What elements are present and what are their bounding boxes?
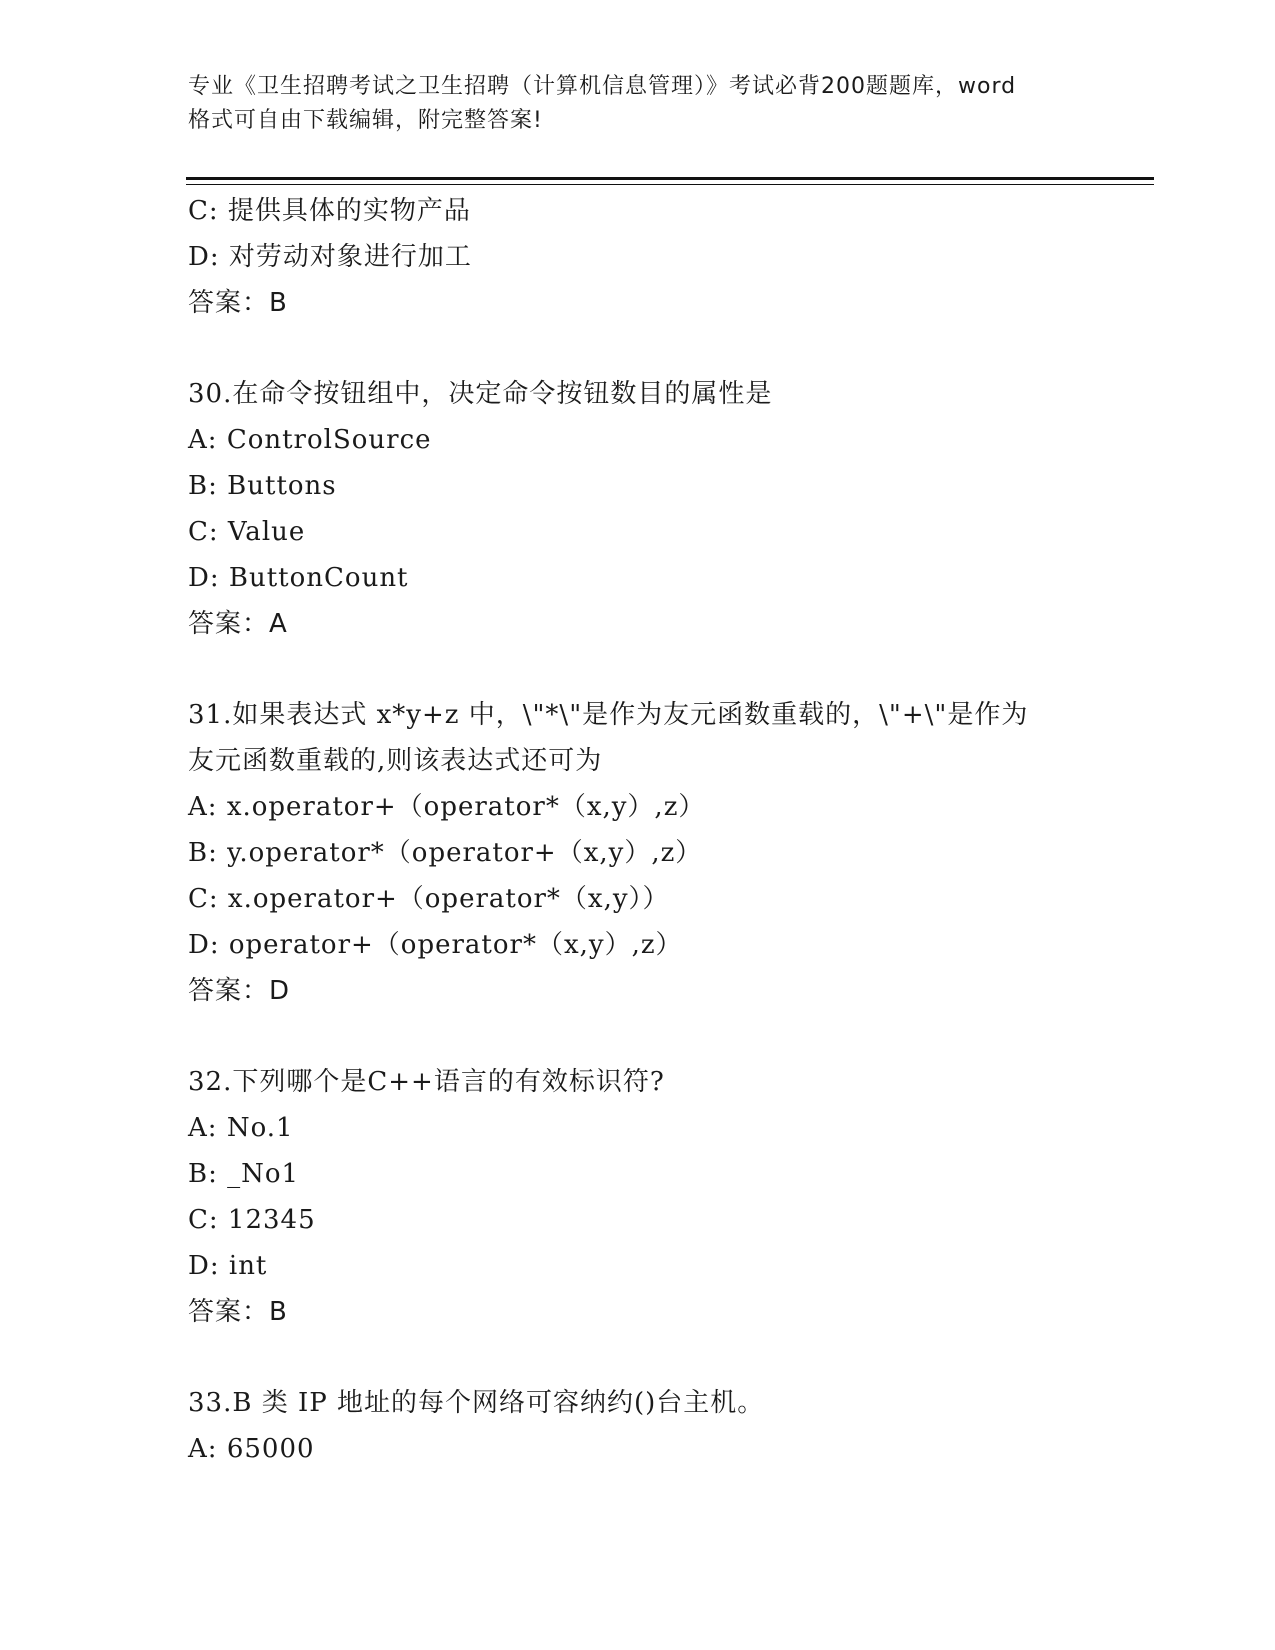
question-stem: 32.下列哪个是C++语言的有效标识符?: [188, 1067, 665, 1097]
document-header: [188, 70, 1088, 138]
header-divider-thick: [186, 177, 1154, 180]
option-c: C: Value: [188, 517, 306, 547]
question-list: [188, 188, 1088, 1472]
answer-line: 答案：B: [188, 1297, 288, 1327]
option-b: B: y.operator*（operator+（x,y）,z）: [188, 838, 703, 868]
option-d: D: int: [188, 1251, 268, 1281]
header-line-1: 专业《卫生招聘考试之卫生招聘（计算机信息管理）》考试必背200题题库，word: [188, 74, 1017, 99]
option-b: B: Buttons: [188, 471, 337, 501]
option-a: A: ControlSource: [188, 425, 432, 455]
question-stem: 33.B 类 IP 地址的每个网络可容纳约()台主机。: [188, 1388, 765, 1418]
option-d: D: operator+（operator*（x,y）,z）: [188, 930, 683, 960]
header-line-2: 格式可自由下载编辑，附完整答案!: [188, 108, 543, 133]
option-c: C: 提供具体的实物产品: [188, 196, 471, 226]
question-stem: 30.在命令按钮组中，决定命令按钮数目的属性是: [188, 379, 773, 409]
answer-line: 答案：D: [188, 976, 291, 1006]
header-divider-thin: [186, 184, 1154, 185]
option-c: C: x.operator+（operator*（x,y））: [188, 884, 670, 914]
option-d: D: ButtonCount: [188, 563, 409, 593]
question-stem-line-1: 31.如果表达式 x*y+z 中，\"*\"是作为友元函数重载的，\"+\"是作为: [188, 700, 1029, 730]
option-a: A: x.operator+（operator*（x,y）,z）: [188, 792, 706, 822]
option-c: C: 12345: [188, 1205, 316, 1235]
option-a: A: 65000: [188, 1434, 315, 1464]
question-stem-line-2: 友元函数重载的,则该表达式还可为: [188, 746, 603, 776]
answer-line: 答案：B: [188, 288, 288, 318]
option-d: D: 对劳动对象进行加工: [188, 242, 472, 272]
option-b: B: _No1: [188, 1159, 300, 1189]
answer-line: 答案：A: [188, 609, 288, 639]
option-a: A: No.1: [188, 1113, 294, 1143]
